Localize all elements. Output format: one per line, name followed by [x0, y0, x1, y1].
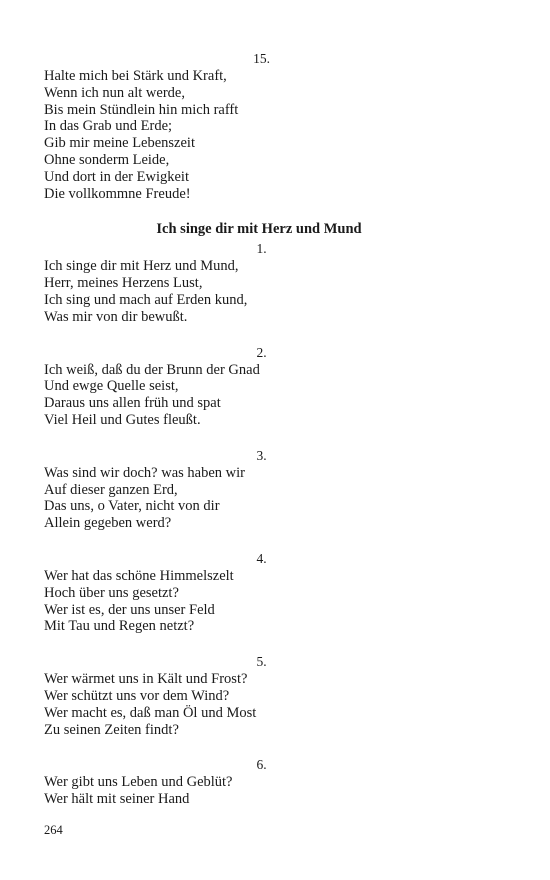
verse-line: Ich weiß, daß du der Brunn der Gnad — [44, 361, 260, 378]
stanza-number: 3. — [256, 447, 267, 463]
stanza-1 — [44, 240, 474, 325]
verse-line: Wer schützt uns vor dem Wind? — [44, 687, 230, 704]
verse-line: Zu seinen Zeiten findt? — [44, 721, 179, 738]
verse-line: Und dort in der Ewigkeit — [44, 168, 189, 185]
verse-line: Mit Tau und Regen netzt? — [44, 618, 195, 635]
verse-line: Was mir von dir bewußt. — [44, 308, 188, 325]
verse-line: Wer gibt uns Leben und Geblüt? — [44, 774, 233, 791]
page-body — [44, 50, 474, 808]
verse-line: Ich sing und mach auf Erden kund, — [44, 291, 248, 308]
verse-line: Wenn ich nun alt werde, — [44, 84, 185, 101]
stanza-gap — [44, 635, 474, 653]
verse-line: Daraus uns allen früh und spat — [44, 395, 221, 412]
stanza-6 — [44, 756, 474, 808]
verse-line: Bis mein Stündlein hin mich rafft — [44, 101, 239, 118]
verse-line: Die vollkommne Freude! — [44, 185, 191, 202]
verse-line: Wer hält mit seiner Hand — [44, 791, 190, 808]
verse-line: Herr, meines Herzens Lust, — [44, 275, 203, 292]
verse-line: Und ewge Quelle seist, — [44, 378, 179, 395]
verse-line: Das uns, o Vater, nicht von dir — [44, 498, 220, 515]
stanza-2 — [44, 344, 474, 429]
verse-line: Allein gegeben werd? — [44, 515, 172, 532]
stanza-number: 1. — [256, 241, 267, 257]
stanza-number: 15. — [253, 51, 270, 66]
stanza-number: 4. — [256, 550, 267, 566]
verse-line: Was sind wir doch? was haben wir — [44, 464, 245, 481]
stanza-number: 6. — [256, 757, 267, 773]
verse-line: Ich singe dir mit Herz und Mund, — [44, 258, 239, 275]
stanza-number: 2. — [256, 344, 267, 360]
stanza-gap — [44, 532, 474, 550]
verse-line: Wer ist es, der uns unser Feld — [44, 601, 215, 618]
verse-line: Viel Heil und Gutes fleußt. — [44, 411, 201, 428]
stanza-5 — [44, 653, 474, 738]
stanza-number: 5. — [256, 654, 267, 670]
page-number: 264 — [44, 823, 63, 837]
verse-line: Gib mir meine Lebenszeit — [44, 135, 195, 152]
stanza-gap — [44, 326, 474, 344]
verse-line: Hoch über uns gesetzt? — [44, 584, 179, 601]
stanza-gap — [44, 429, 474, 447]
stanza-15 — [44, 50, 474, 202]
stanza-3 — [44, 447, 474, 532]
verse-line: Wer wärmet uns in Kält und Frost? — [44, 671, 248, 688]
verse-line: Ohne sonderm Leide, — [44, 151, 170, 168]
verse-line: Halte mich bei Stärk und Kraft, — [44, 68, 227, 84]
verse-line: Wer macht es, daß man Öl und Most — [44, 704, 257, 721]
stanza-gap — [44, 738, 474, 756]
song-title: Ich singe dir mit Herz und Mund — [156, 221, 362, 238]
stanza-4 — [44, 550, 474, 635]
verse-line: Auf dieser ganzen Erd, — [44, 481, 178, 498]
verse-line: In das Grab und Erde; — [44, 118, 173, 135]
verse-line: Wer hat das schöne Himmelszelt — [44, 567, 234, 584]
